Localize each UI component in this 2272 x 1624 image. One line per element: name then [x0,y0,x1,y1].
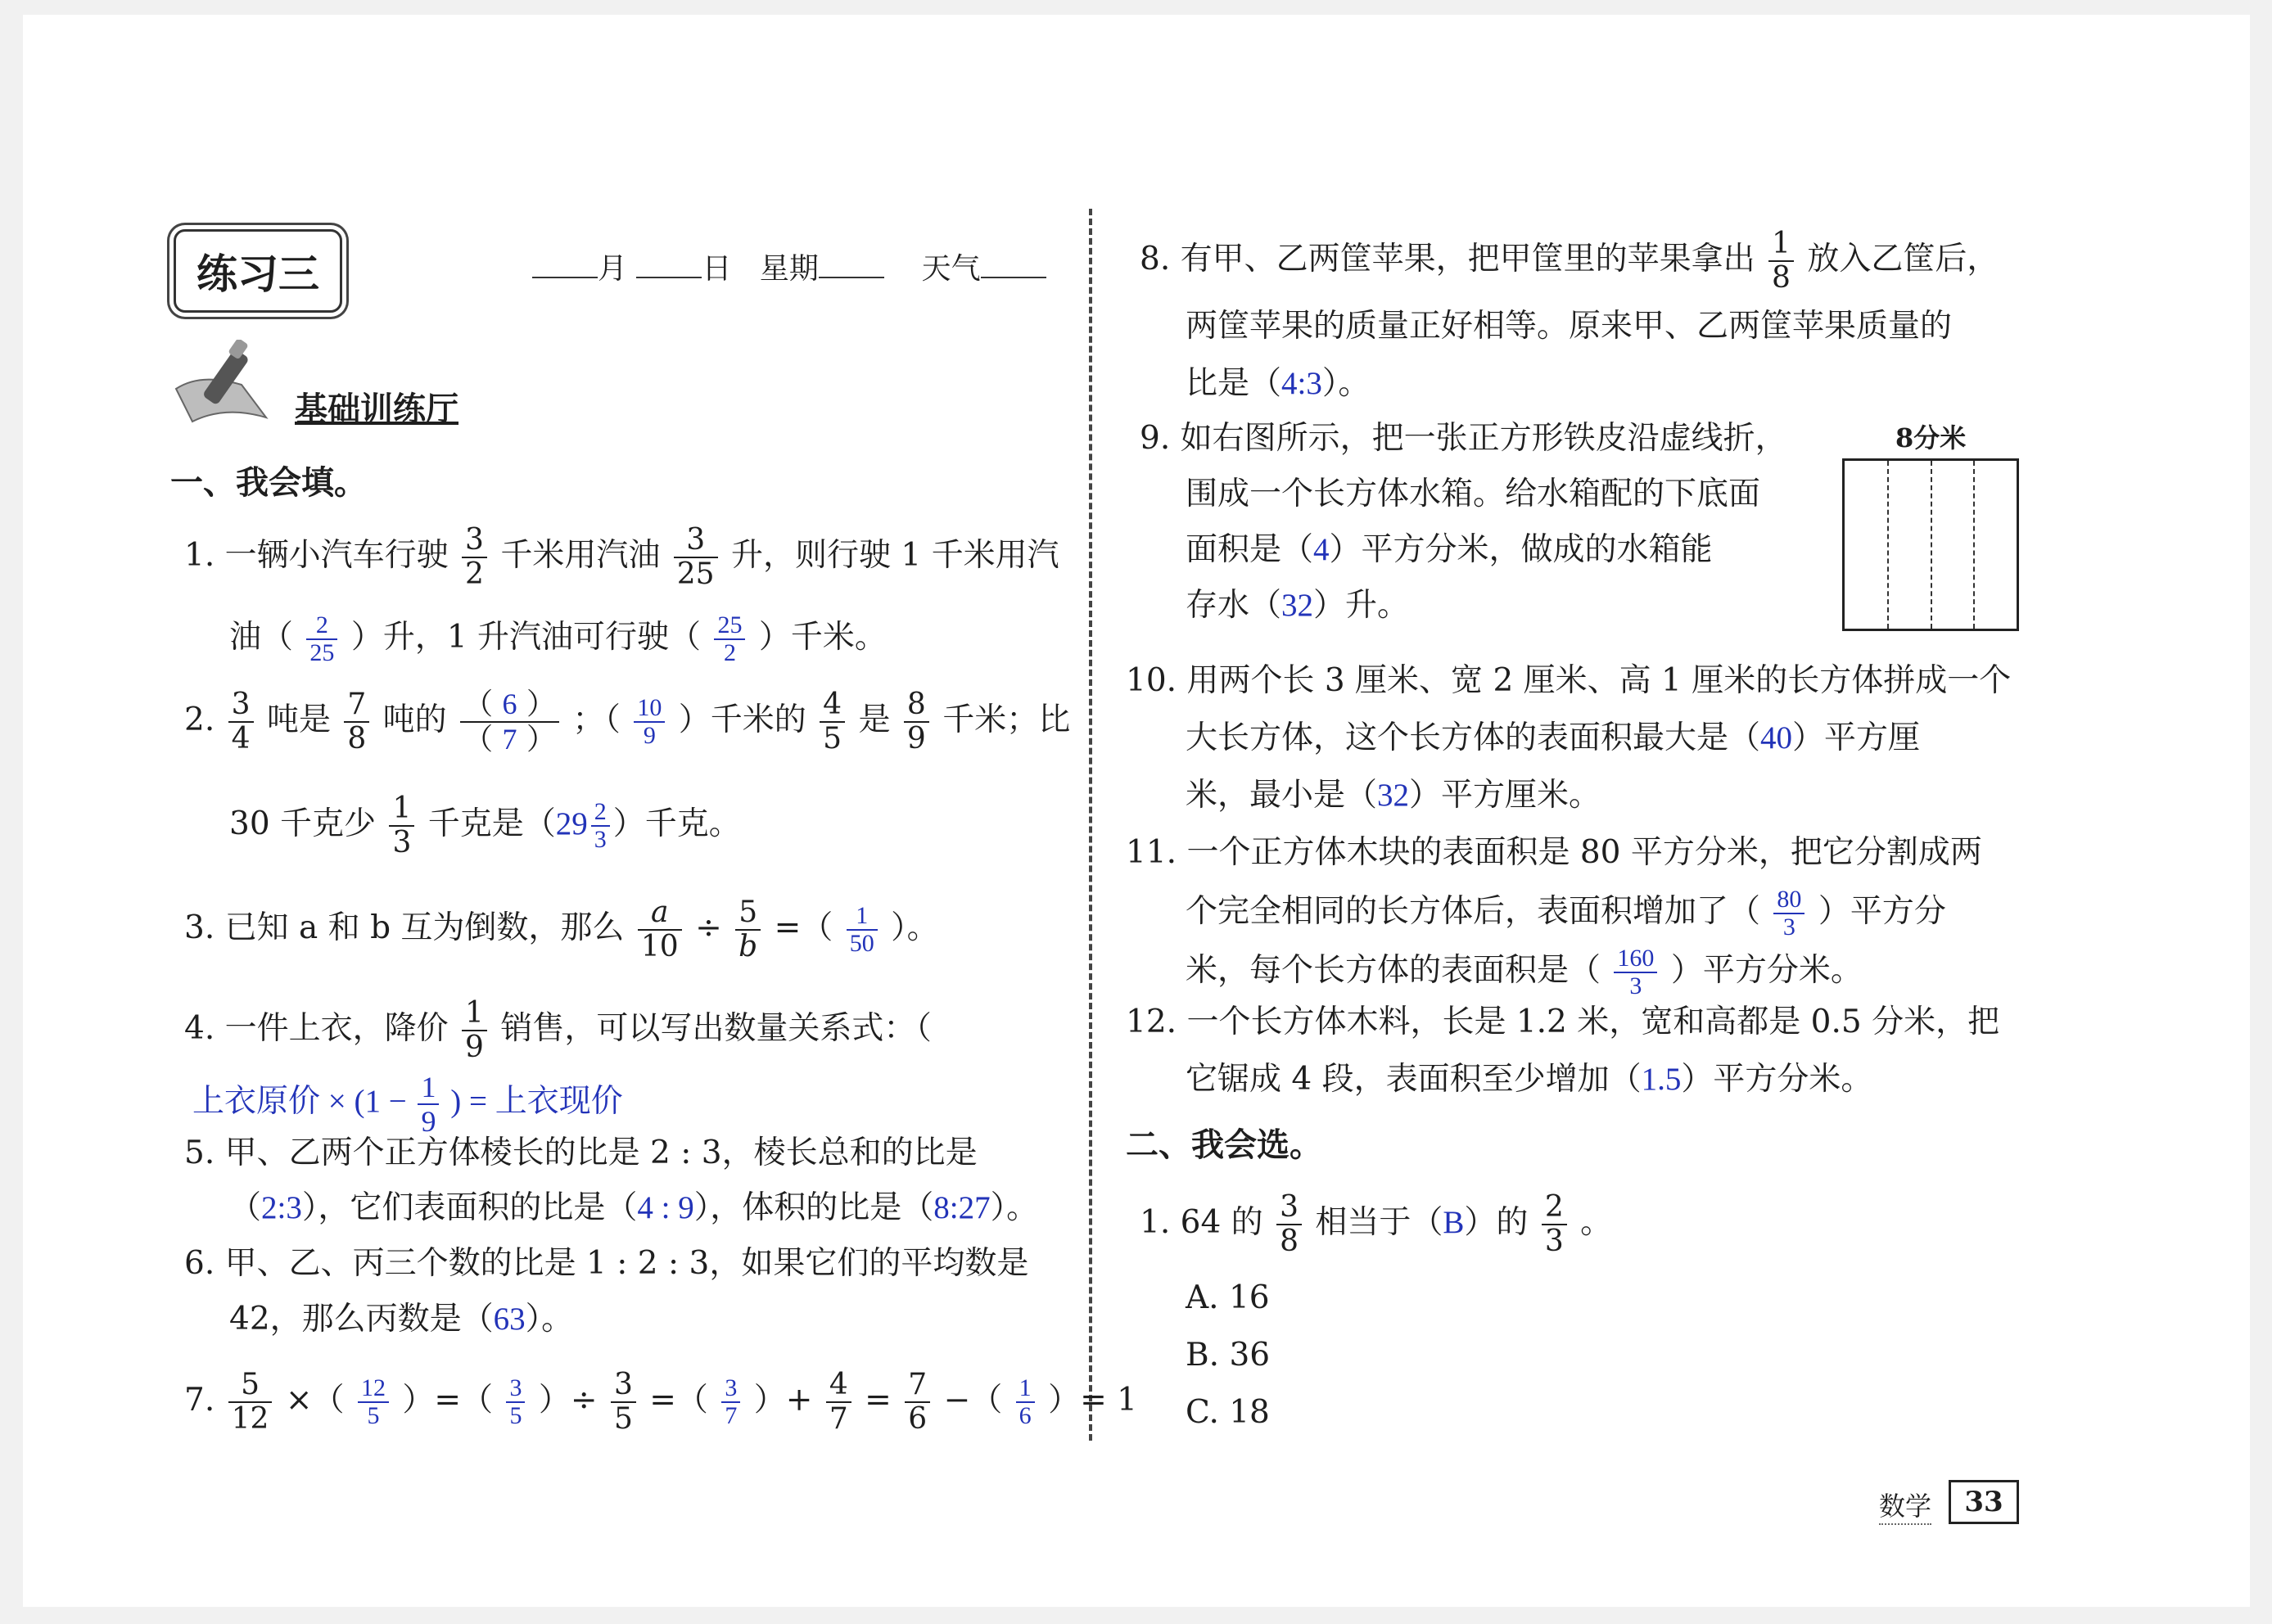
month-label: 月 [598,252,628,286]
week-blank [819,252,884,278]
question-11-line1: 11. 一个正方体木块的表面积是 80 平方分米，把它分割成两 [1126,834,1982,871]
question-1-line1: 1. 一辆小汽车行驶 $\frac{3}{2}$ 千米用汽油 $\frac{3}{25}$ 升，则行驶 1 千米用汽 [184,523,1059,591]
choice-question-1: 1. 64 的 $\frac{3}{8}$ 相当于（B）的 $\frac{2}{3}$ 。 [1140,1190,1613,1258]
question-9-line2: 围成一个长方体水箱。给水箱配的下底面 [1186,476,1761,512]
question-9-line3: 面积是（4）平方分米，做成的水箱能 [1186,531,1713,568]
fold-line [1973,461,1975,629]
day-label: 日 [702,252,732,286]
scroll-pen-icon [168,340,291,430]
weather-label: 天气 [921,252,981,286]
week-label: 星期 [759,252,819,286]
question-7: 7. $\frac{5}{12}$ ×（ $\frac{12}{5}$ ）=（ $\frac{3}{5}$ ）÷ $\frac{3}{5}$ =（ $\frac{3}{7}$ ）+ $\frac{4}{7}$ = $\frac{7}{6}$ −（ $\frac{1}{6}$ ）= 1 [184,1368,1137,1436]
question-11-line3: 米，每个长方体的表面积是（ $\frac{160}{3}$ ）平方分米。 [1186,945,1863,999]
fold-line [1887,461,1889,629]
weather-blank [981,252,1046,278]
fold-line [1931,461,1932,629]
question-3: 3. 已知 a 和 b 互为倒数，那么 $\frac{a}{10}$ ÷ $\frac{5}{b}$ =（ $\frac{1}{50}$ ）。 [184,895,939,963]
choice-option-c: C. 18 [1186,1394,1270,1431]
choice-option-b: B. 36 [1186,1337,1271,1374]
fraction: $\frac{3}{25}$ [674,524,718,591]
fraction: $\frac{3}{2}$ [462,524,487,591]
question-11-line2: 个完全相同的长方体后，表面积增加了（ $\frac{80}{3}$ ）平方分 [1186,886,1946,941]
answer-fraction: $\frac{2}{25}$ [306,612,337,666]
choice-option-a: A. 16 [1186,1279,1270,1316]
question-12-line2: 它锯成 4 段，表面积至少增加（1.5）平方分米。 [1186,1061,1873,1098]
column-divider [1089,209,1092,1441]
question-6-line2: 42，那么丙数是（63）。 [229,1301,574,1338]
diagram-label: 8分米 [1895,422,1967,453]
footer-subject: 数学 [1879,1486,1931,1525]
question-10-line3: 米，最小是（32）平方厘米。 [1186,777,1601,814]
section-banner: 基础训练厅 [295,390,458,428]
answer-fraction: $\frac{25}{2}$ [714,612,745,666]
question-5-line2: （2:3），它们表面积的比是（4 : 9），体积的比是（8:27）。 [229,1189,1039,1226]
question-6-line1: 6. 甲、乙、丙三个数的比是 1 : 2 : 3，如果它们的平均数是 [184,1245,1029,1282]
section-two-heading: 二、我会选。 [1126,1126,1322,1164]
question-8-line2: 两筐苹果的质量正好相等。原来甲、乙两筐苹果质量的 [1186,308,1953,345]
month-blank [532,252,598,278]
question-8-line1: 8. 有甲、乙两筐苹果，把甲筐里的苹果拿出 $\frac{1}{8}$ 放入乙筐后， [1140,227,1999,295]
question-1-line2: 油（ $\frac{2}{25}$ ）升，1 升汽油可行驶（ $\frac{25}{2}$ ）千米。 [229,611,887,666]
question-8-line3: 比是（4:3）。 [1186,365,1371,402]
exercise-title: 练习三 [196,250,319,298]
question-4-answer: 上衣原价 × (1 − $\frac{1}{9}$ ) = 上衣现价 [192,1071,623,1138]
folding-diagram [1842,458,2019,631]
question-12-line1: 12. 一个长方体木料，长是 1.2 米，宽和高都是 0.5 分米，把 [1126,1004,2000,1040]
question-9-line1: 9. 如右图所示，把一张正方形铁皮沿虚线折， [1140,420,1787,457]
question-4-line1: 4. 一件上衣，降价 $\frac{1}{9}$ 销售，可以写出数量关系式：（ [184,996,932,1064]
question-10-line1: 10. 用两个长 3 厘米、宽 2 厘米、高 1 厘米的长方体拼成一个 [1126,662,2012,699]
question-9-line4: 存水（32）升。 [1186,587,1410,624]
question-10-line2: 大长方体，这个长方体的表面积最大是（40）平方厘 [1186,720,1921,756]
section-one-heading: 一、我会填。 [170,464,367,502]
question-2-line2: 30 千克少 $\frac{1}{3}$ 千克是（29 $\frac{2}{3}$ ）千克。 [229,792,741,859]
day-blank [636,252,702,278]
date-line [532,246,1046,287]
question-5-line1: 5. 甲、乙两个正方体棱长的比是 2 : 3，棱长总和的比是 [184,1135,978,1171]
page-number: 33 [1949,1480,2019,1524]
question-2-line1: 2. $\frac{3}{4}$ 吨是 $\frac{7}{8}$ 吨的 $\frac{( 6 )}{( 7 )}$ ；（ $\frac{10}{9}$ ）千米的 $\frac{4}{5}$ 是 $\frac{8}{9}$ 千米；比 [184,688,1071,756]
answer-ratio-fraction: $\frac{( 6 )}{( 7 )}$ [460,688,559,756]
